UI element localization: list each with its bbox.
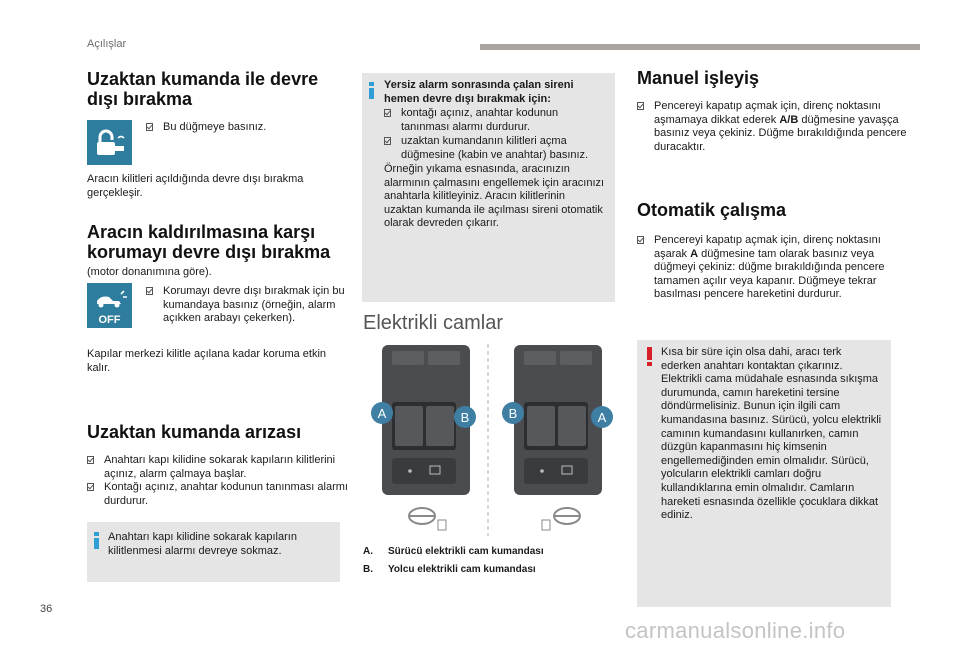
bullet-deactivate-protection: Korumayı devre dışı bırakmak için bu kumandaya basınız (örneğin, alarm açıkken arabayı çekerken). bbox=[146, 285, 353, 326]
bullet-auto: Pencereyi kapatıp açmak için, direnç noktasını aşarak A düğmesine tam olarak basınız veya düğmeyi çekiniz: düğme bırakıldığında pencere tamamen açılır veya kapanır. Düğmeye tekrar basılması pencere hareketini durdurur. bbox=[637, 234, 908, 302]
info-icon bbox=[369, 82, 377, 99]
para-protection-active: Kapılar merkezi kilitle açılana kadar koruma etkin kalır. bbox=[87, 348, 327, 374]
bullet-unlock-key: Anahtarı kapı kilidine sokarak kapıların kilitlerini açınız, alarm çalmaya başlar. bbox=[87, 454, 352, 481]
info-box-siren bbox=[362, 73, 615, 302]
checkbox-icon bbox=[637, 102, 644, 110]
caption-driver-switch: A. Sürücü elektrikli cam kumandası bbox=[363, 546, 544, 557]
siren-info-para: Örneğin yıkama esnasında, aracınızın alarmının çalmasını engellemek için aracınızı anahtarla kilitleyiniz. Aracın kilitlerinin uzaktan kumanda ile açılması sireni otomatik olarak devreden çıkarır. bbox=[384, 163, 605, 230]
svg-text:B: B bbox=[508, 406, 518, 421]
page-number: 36 bbox=[40, 603, 53, 615]
bullet-ignition: kontağı açınız, anahtar kodunun tanınması alarmı durdurur. bbox=[384, 107, 606, 134]
warning-box-windows bbox=[637, 340, 891, 607]
bullet-remote-unlock: uzaktan kumandanın kilitleri açma düğmesine (kabin ve anahtar) basınız. bbox=[384, 135, 606, 162]
title-manual-operation: Manuel işleyiş bbox=[637, 68, 760, 88]
header-bar bbox=[480, 44, 920, 50]
bullet-ignition-on: Kontağı açınız, anahtar kodunun tanınması alarmı durdurur. bbox=[87, 481, 352, 508]
title-remote-deactivation: Uzaktan kumanda ile devre dışı bırakma bbox=[87, 69, 319, 109]
checkbox-icon bbox=[146, 123, 153, 131]
remote-key-icon bbox=[87, 120, 132, 165]
steering-wheel-icon-left bbox=[409, 508, 446, 530]
svg-text:B: B bbox=[460, 410, 470, 425]
checkbox-icon bbox=[87, 456, 94, 464]
watermark: carmanualsonline.info bbox=[625, 618, 846, 643]
checkbox-icon bbox=[384, 137, 391, 145]
info-icon bbox=[94, 532, 102, 549]
svg-text:A: A bbox=[377, 406, 387, 421]
checkbox-icon bbox=[87, 483, 94, 491]
steering-wheel-icon-right bbox=[542, 508, 580, 530]
title-lift-protection: Aracın kaldırılmasına karşı korumayı devre dışı bırakma bbox=[87, 222, 331, 262]
checkbox-icon bbox=[637, 236, 644, 244]
caption-passenger-switch: B. Yolcu elektrikli cam kumandası bbox=[363, 564, 536, 575]
info-box-key-lock: Anahtarı kapı kilidine sokarak kapıların kilitlenmesi alarmı devreye sokmaz. bbox=[87, 522, 340, 582]
engine-note: (motor donanımına göre). bbox=[87, 266, 212, 278]
siren-info-title: Yersiz alarm sonrasında çalan sireni hemen devre dışı bırakmak için: bbox=[384, 79, 574, 105]
para-unlock-deactivation: Aracın kilitleri açıldığında devre dışı bırakma gerçekleşir. bbox=[87, 173, 304, 199]
bullet-manual: Pencereyi kapatıp açmak için, direnç noktasını aşmamaya dikkat ederek A/B düğmesine yavaşça basınız veya çekiniz. Düğme bırakıldığında pencere duracaktır. bbox=[637, 100, 908, 154]
svg-text:A: A bbox=[597, 410, 607, 425]
svg-text:OFF: OFF bbox=[98, 314, 121, 326]
warning-text: Kısa bir süre için olsa dahi, aracı terk ederken anahtarı kontaktan çıkarınız. Elektrikli cama müdahale esnasında sıkışma durumunda, camın hareketini tersine döndürmelisiniz. Bunun için ilgili cam kumandasına basınız. Sürücü, yolcu elektrikli camının kumandasını kullanırken, camın düzgün kapanmasını hiç kimsenin engellemediğinden emin olmalıdır. Sürücü, yolcuların elektrikli camları doğru kullandıklarına emin olmalıdır. Camların hareketi esnasında özellikle çocuklara dikkat ediniz. bbox=[661, 346, 882, 522]
title-remote-failure: Uzaktan kumanda arızası bbox=[87, 422, 302, 442]
warning-icon bbox=[647, 347, 653, 367]
alarm-off-icon bbox=[87, 283, 132, 328]
right-switch-panel bbox=[514, 345, 602, 495]
checkbox-icon bbox=[146, 287, 153, 295]
window-switch-illustration bbox=[362, 340, 617, 540]
section-header: Açılışlar bbox=[87, 38, 127, 50]
checkbox-icon bbox=[384, 109, 391, 117]
bullet-press-button: Bu düğmeye basınız. bbox=[146, 121, 353, 135]
title-auto-operation: Otomatik çalışma bbox=[637, 200, 787, 220]
title-electric-windows: Elektrikli camlar bbox=[363, 312, 504, 334]
